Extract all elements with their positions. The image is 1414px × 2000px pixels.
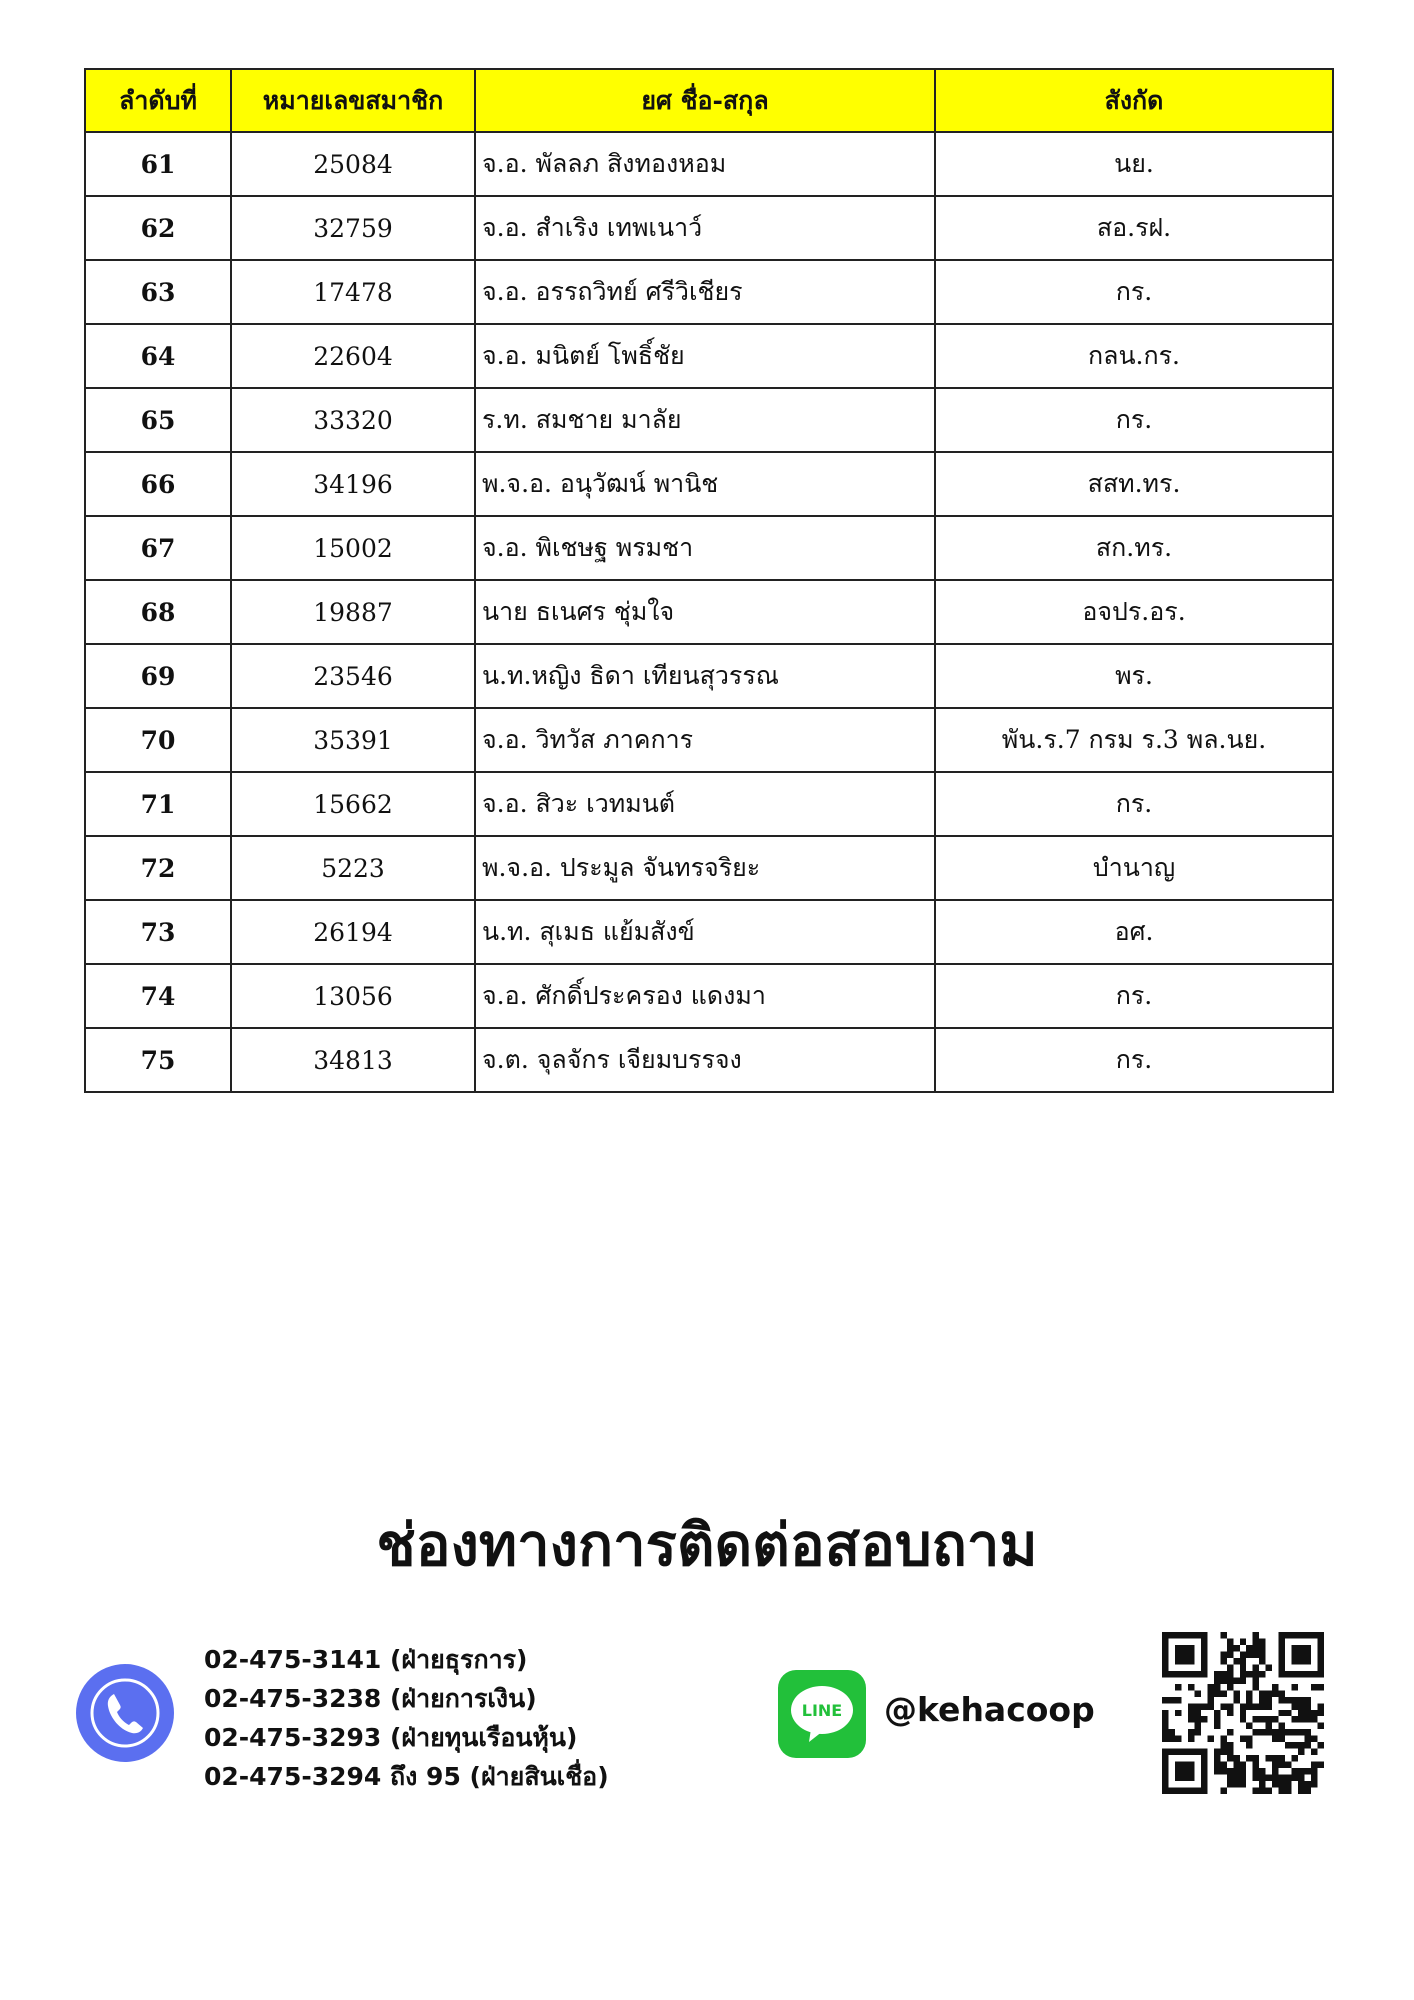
row-number: 65 [85,388,231,452]
phone-icon [76,1664,174,1762]
member-id-cell: 19887 [231,580,475,644]
member-name-cell: จ.อ. ศักดิ์ประครอง แดงมา [475,964,935,1028]
unit-cell: อศ. [935,900,1333,964]
member-name-cell: จ.อ. สิวะ เวทมนต์ [475,772,935,836]
unit-cell: กร. [935,260,1333,324]
member-id-cell: 35391 [231,708,475,772]
unit-cell: นย. [935,132,1333,196]
table-row [85,900,1333,964]
phone-list [204,1640,609,1796]
table-row [85,516,1333,580]
member-name-cell: จ.อ. วิทวัส ภาคการ [475,708,935,772]
unit-cell: กร. [935,1028,1333,1092]
header-no: ลำดับที่ [85,69,231,132]
unit-cell: สอ.รฝ. [935,196,1333,260]
table-row [85,196,1333,260]
member-name-cell: น.ท.หญิง ธิดา เทียนสุวรรณ [475,644,935,708]
member-name-cell: น.ท. สุเมธ แย้มสังข์ [475,900,935,964]
table-row [85,1028,1333,1092]
table-row [85,836,1333,900]
unit-cell: กร. [935,772,1333,836]
member-id-cell: 5223 [231,836,475,900]
table-row [85,964,1333,1028]
line-handle[interactable]: @kehacoop [884,1690,1095,1729]
table-row [85,708,1333,772]
member-name-cell: จ.อ. อรรถวิทย์ ศรีวิเชียร [475,260,935,324]
row-number: 69 [85,644,231,708]
table-row [85,772,1333,836]
member-name-cell: พ.จ.อ. ประมูล จันทรจริยะ [475,836,935,900]
member-id-cell: 15002 [231,516,475,580]
unit-cell: พัน.ร.7 กรม ร.3 พล.นย. [935,708,1333,772]
member-id-cell: 26194 [231,900,475,964]
phone-line[interactable]: 02-475-3141 (ฝ่ายธุรการ) [204,1645,528,1674]
phone-line[interactable]: 02-475-3294 ถึง 95 (ฝ่ายสินเชื่อ) [204,1762,609,1791]
member-id-cell: 33320 [231,388,475,452]
row-number: 67 [85,516,231,580]
member-id-cell: 23546 [231,644,475,708]
qr-code-icon [1162,1632,1324,1794]
header-member-id: หมายเลขสมาชิก [231,69,475,132]
member-name-cell: นาย ธเนศร ชุ่มใจ [475,580,935,644]
table-row [85,324,1333,388]
table-header-row [85,69,1333,132]
member-name-cell: พ.จ.อ. อนุวัฒน์ พานิช [475,452,935,516]
header-name: ยศ ชื่อ-สกุล [475,69,935,132]
table-row [85,388,1333,452]
header-unit: สังกัด [935,69,1333,132]
member-id-cell: 13056 [231,964,475,1028]
member-id-cell: 34813 [231,1028,475,1092]
member-id-cell: 25084 [231,132,475,196]
table-row [85,452,1333,516]
member-id-cell: 32759 [231,196,475,260]
row-number: 68 [85,580,231,644]
unit-cell: พร. [935,644,1333,708]
unit-cell: บำนาญ [935,836,1333,900]
unit-cell: กร. [935,388,1333,452]
row-number: 71 [85,772,231,836]
row-number: 73 [85,900,231,964]
unit-cell: อจปร.อร. [935,580,1333,644]
member-name-cell: จ.อ. มนิตย์ โพธิ์ชัย [475,324,935,388]
member-id-cell: 22604 [231,324,475,388]
table-row [85,580,1333,644]
unit-cell: กร. [935,964,1333,1028]
member-name-cell: ร.ท. สมชาย มาลัย [475,388,935,452]
row-number: 62 [85,196,231,260]
unit-cell: สสท.ทร. [935,452,1333,516]
table-row [85,132,1333,196]
row-number: 61 [85,132,231,196]
row-number: 74 [85,964,231,1028]
member-name-cell: จ.อ. พิเชษฐ พรมชา [475,516,935,580]
contact-title: ช่องทางการติดต่อสอบถาม [376,1511,1038,1579]
members-table [84,68,1334,1093]
row-number: 63 [85,260,231,324]
line-logo-text: LINE [801,1701,843,1720]
row-number: 72 [85,836,231,900]
row-number: 66 [85,452,231,516]
member-id-cell: 17478 [231,260,475,324]
member-id-cell: 15662 [231,772,475,836]
member-name-cell: จ.อ. สำเริง เทพเนาว์ [475,196,935,260]
row-number: 64 [85,324,231,388]
table-row [85,644,1333,708]
table-row [85,260,1333,324]
member-name-cell: จ.ต. จุลจักร เจียมบรรจง [475,1028,935,1092]
member-name-cell: จ.อ. พัลลภ สิงทองหอม [475,132,935,196]
phone-line[interactable]: 02-475-3293 (ฝ่ายทุนเรือนหุ้น) [204,1723,578,1752]
member-id-cell: 34196 [231,452,475,516]
row-number: 75 [85,1028,231,1092]
unit-cell: สก.ทร. [935,516,1333,580]
unit-cell: กลน.กร. [935,324,1333,388]
phone-line[interactable]: 02-475-3238 (ฝ่ายการเงิน) [204,1684,537,1713]
line-icon[interactable] [778,1670,866,1758]
row-number: 70 [85,708,231,772]
